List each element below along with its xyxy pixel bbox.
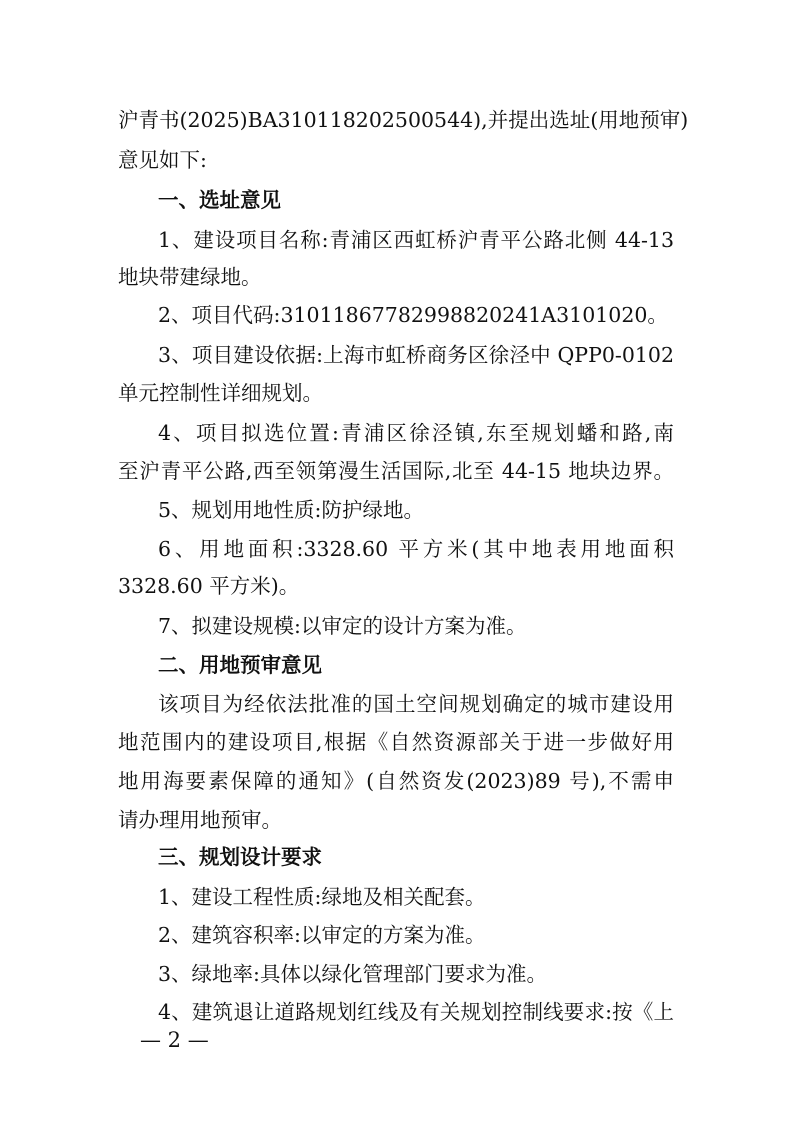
section-heading: 三、规划设计要求 (158, 845, 322, 869)
text-line: 4、项目拟选位置:青浦区徐泾镇,东至规划蟠和路,南 (158, 421, 674, 445)
page-number: — 2 — (140, 1028, 209, 1052)
text-line: 请办理用地预审。 (118, 808, 282, 832)
text-line: 地范围内的建设项目,根据《自然资源部关于进一步做好用 (118, 730, 674, 754)
text-line: 至沪青平公路,西至领第漫生活国际,北至 44-15 地块边界。 (118, 459, 674, 483)
text-line: 该项目为经依法批准的国土空间规划确定的城市建设用 (158, 692, 674, 716)
text-line: 地块带建绿地。 (118, 265, 262, 289)
text-line: 2、项目代码:31011867782998820241A3101020。 (158, 303, 668, 327)
text-line: 1、建设工程性质:绿地及相关配套。 (158, 885, 486, 909)
text-line: 意见如下: (118, 148, 207, 172)
section-heading: 二、用地预审意见 (158, 653, 322, 677)
text-line: 3328.60 平方米)。 (118, 574, 300, 598)
text-line: 沪青书(2025)BA310118202500544),并提出选址(用地预审) (118, 108, 689, 132)
text-line: 地用海要素保障的通知》(自然资发(2023)89 号),不需申 (118, 769, 674, 793)
text-line: 6、用地面积:3328.60 平方米(其中地表用地面积 (158, 537, 674, 561)
text-line: 3、绿地率:具体以绿化管理部门要求为准。 (158, 962, 547, 986)
text-line: 1、建设项目名称:青浦区西虹桥沪青平公路北侧 44-13 (158, 228, 674, 252)
text-line: 3、项目建设依据:上海市虹桥商务区徐泾中 QPP0-0102 (158, 343, 674, 367)
section-heading: 一、选址意见 (158, 188, 281, 212)
text-line: 2、建筑容积率:以审定的方案为准。 (158, 923, 486, 947)
text-line: 单元控制性详细规划。 (118, 381, 323, 405)
text-line: 7、拟建设规模:以审定的设计方案为准。 (158, 614, 527, 638)
text-line: 5、规划用地性质:防护绿地。 (158, 498, 424, 522)
text-line: 4、建筑退让道路规划红线及有关规划控制线要求:按《上 (158, 1000, 674, 1024)
